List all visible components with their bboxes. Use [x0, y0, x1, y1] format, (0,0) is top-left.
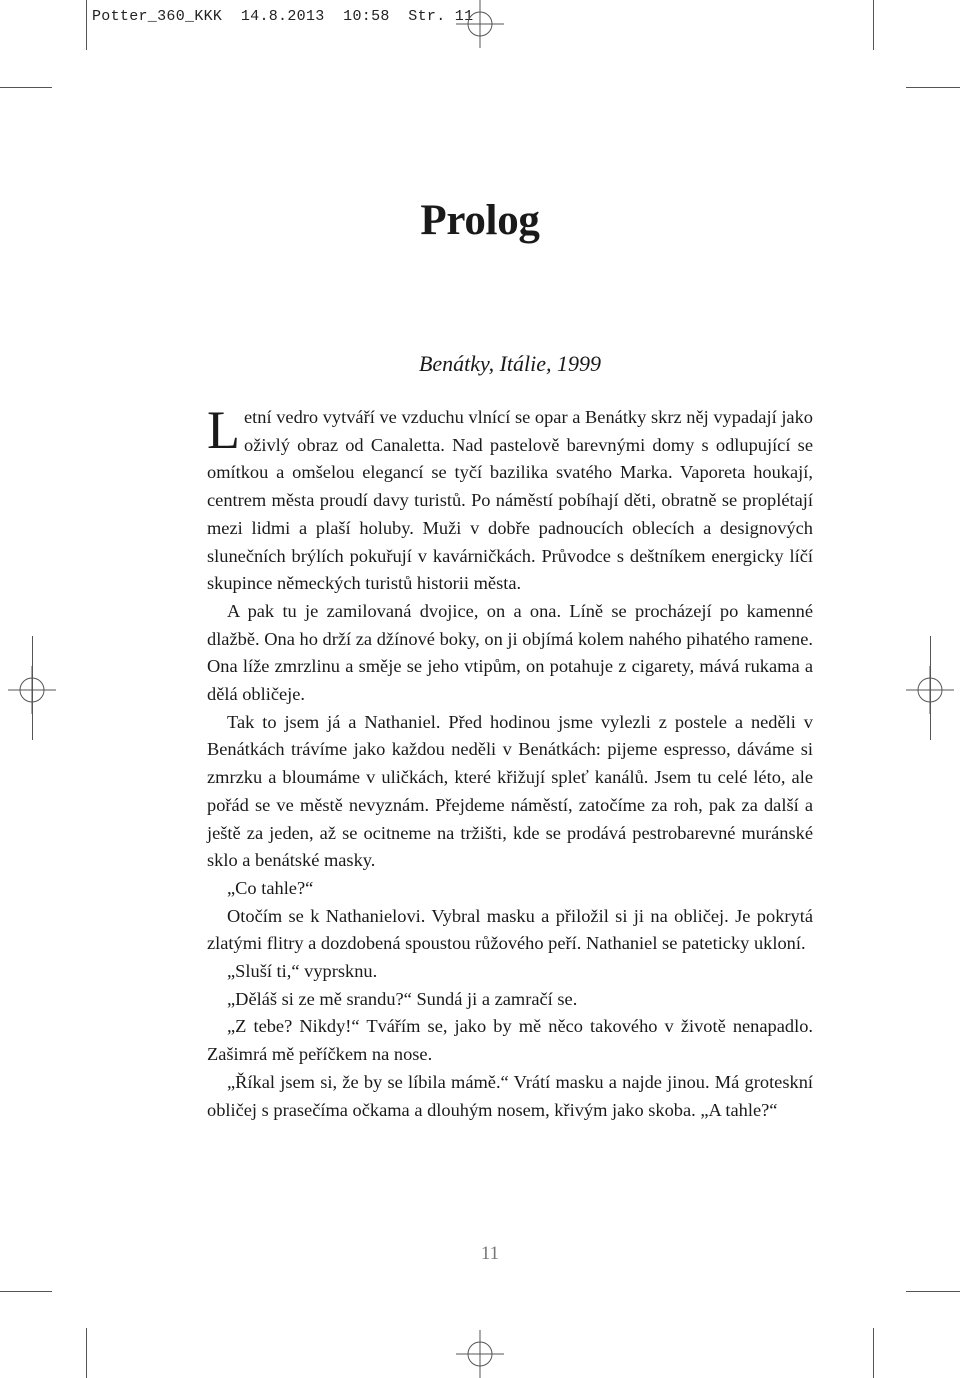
- body-text: [207, 400, 813, 1124]
- paragraph-text: etní vedro vytváří ve vzduchu vlnící se opar a Benátky skrz něj vypadají jako oživlý obraz od Canaletta. Nad pastelově barevnými domy s odlupující se omítkou a omšelou elegancí se tyčí bazilika svatého Marka. Vaporeta houkají, centrem města proudí davy turistů. Po náměstí pobíhají děti, obratně se proplétají mezi lidmi a plaší holuby. Muži v dobře padnoucích oblecích a designových slunečních brýlích pokuřují v kavárničkách. Průvodce s deštníkem energicky líčí skupince německých turistů historii města.: [207, 407, 813, 594]
- paragraph: A pak tu je zamilovaná dvojice, on a ona. Líně se procházejí po kamenné dlažbě. Ona ho drží za džínové boky, on ji objímá kolem nahého pihatého ramene. Ona líže zmrzlinu a směje se jeho vtipům, on potahuje z cigarety, mává rukama a dělá obličeje.: [207, 600, 813, 705]
- slug-date: 14.8.2013: [240, 8, 325, 25]
- paragraph: [207, 400, 813, 598]
- registration-mark-top: [456, 0, 504, 48]
- printer-slug: [92, 8, 473, 25]
- crop-mark-right-top: [906, 87, 960, 88]
- registration-mark-bottom: [456, 1330, 504, 1378]
- drop-cap: L: [207, 400, 240, 460]
- guide-line-right: [930, 636, 931, 740]
- crop-mark-left-bottom: [0, 1291, 52, 1292]
- paragraph: „Co tahle?“: [227, 877, 314, 898]
- paragraph: „Děláš si ze mě srandu?“ Sundá ji a zamračí se.: [227, 988, 578, 1009]
- crop-mark-right-bottom: [906, 1291, 960, 1292]
- paragraph: „Říkal jsem si, že by se líbila mámě.“ Vrátí masku a najde jinou. Má groteskní obličej s prasečíma očkama a dlouhým nosem, křivým jako skoba. „A tahle?“: [207, 1071, 813, 1120]
- chapter-title: Prolog: [420, 197, 540, 244]
- paragraph: „Sluší ti,“ vyprsknu.: [227, 961, 378, 982]
- page-number: 11: [480, 1243, 500, 1264]
- crop-mark-top-right: [873, 0, 874, 50]
- paragraph: Otočím se k Nathanielovi. Vybral masku a přiložil si ji na obličej. Je pokrytá zlatými flitry a dozdobená spoustou růžového peří. Nathaniel se pateticky ukloní.: [207, 905, 813, 954]
- slug-page-label: Str. 11: [408, 8, 474, 25]
- crop-mark-bottom-right: [873, 1328, 874, 1378]
- paragraph: Tak to jsem já a Nathaniel. Před hodinou jsme vylezli z postele a neděli v Benátkách trávíme jako každou neděli v Benátkách: pijeme espresso, dáváme si zmrzku a bloumáme v uličkách, které křižují spleť kanálů. Jsem tu celé léto, ale pořád se ve městě nevyznám. Přejdeme náměstí, zatočíme za roh, pak za další a ještě za jeden, až se ocitneme na tržišti, kde se prodává pestrobarevné muránské sklo a benátské masky.: [207, 711, 813, 871]
- slug-time: 10:58: [343, 8, 390, 25]
- guide-line-left: [32, 636, 33, 740]
- crop-mark-bottom-left: [86, 1328, 87, 1378]
- chapter-place-date: Benátky, Itálie, 1999: [418, 351, 602, 376]
- crop-mark-top-left: [86, 0, 87, 50]
- crop-mark-left-top: [0, 87, 52, 88]
- paragraph: „Z tebe? Nikdy!“ Tvářím se, jako by mě něco takového v životě nenapadlo. Zašimrá mě peříčkem na nose.: [207, 1016, 813, 1065]
- slug-file: Potter_360_KKK: [92, 8, 223, 25]
